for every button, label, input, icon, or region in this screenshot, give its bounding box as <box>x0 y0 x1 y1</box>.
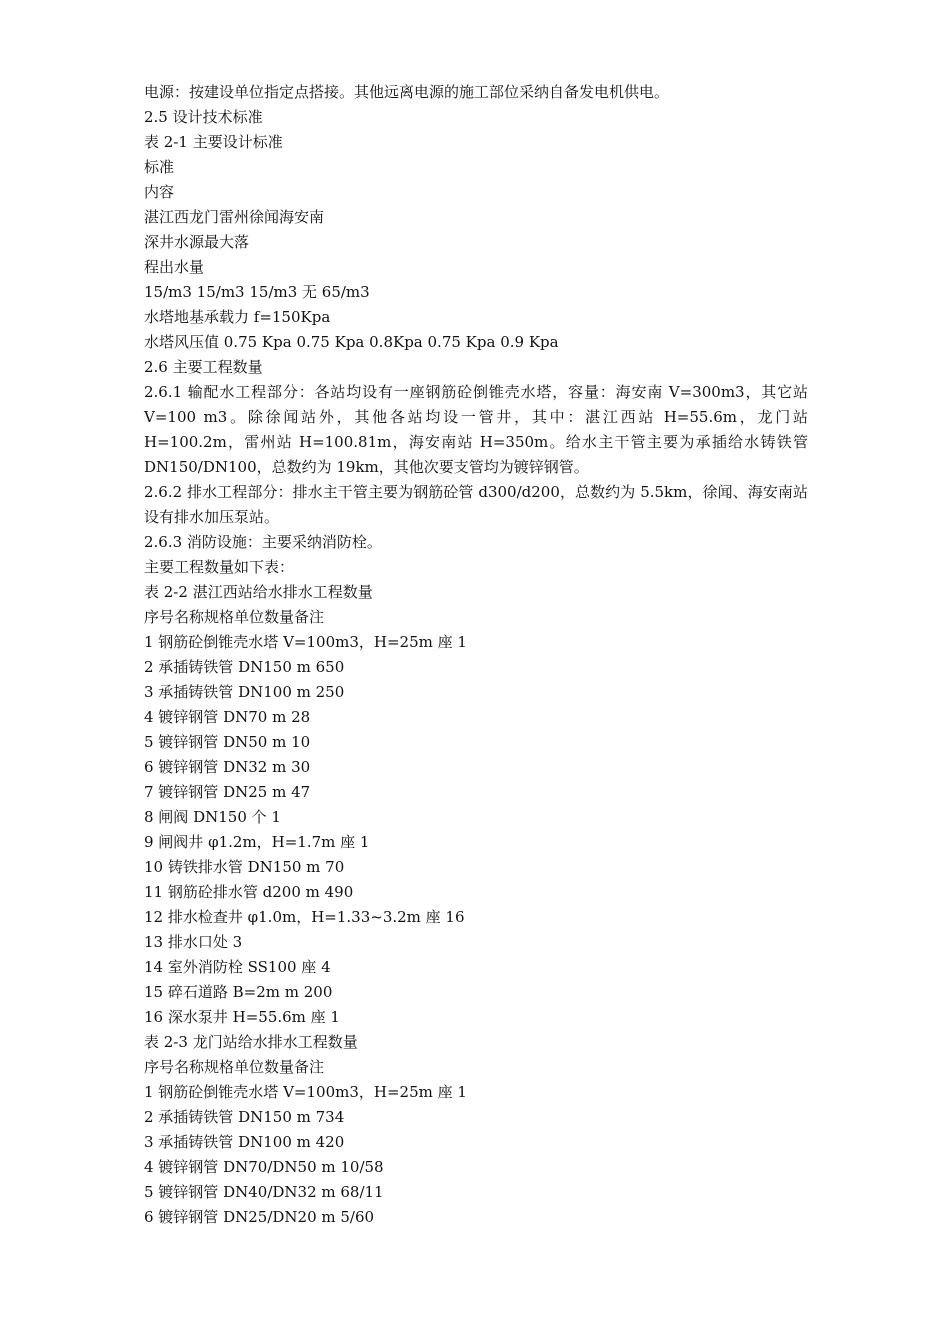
table-caption: 表 2-3 龙门站给水排水工程数量 <box>144 1033 358 1051</box>
table-row: 4 镀锌钢管 DN70 m 28 <box>144 708 311 726</box>
text-line: 深井水源最大落 <box>144 233 250 251</box>
text-line: 水塔地基承载力 f=150Kpa <box>144 308 331 326</box>
text-line: 15/m3 15/m3 15/m3 无 65/m3 <box>144 283 370 301</box>
table-row: 6 镀锌钢管 DN25/DN20 m 5/60 <box>144 1208 375 1226</box>
table-row: 14 室外消防栓 SS100 座 4 <box>144 958 331 976</box>
table-row: 2 承插铸铁管 DN150 m 734 <box>144 1108 345 1126</box>
section-heading: 2.5 设计技术标准 <box>144 108 263 126</box>
document-page <box>144 80 808 1230</box>
table-row: 5 镀锌钢管 DN40/DN32 m 68/11 <box>144 1183 384 1201</box>
table-row: 12 排水检查井 φ1.0m，H=1.33~3.2m 座 16 <box>144 908 465 926</box>
text-line: 湛江西龙门雷州徐闻海安南 <box>144 208 325 226</box>
table-row: 6 镀锌钢管 DN32 m 30 <box>144 758 311 776</box>
table-row: 7 镀锌钢管 DN25 m 47 <box>144 783 311 801</box>
table-row: 15 碎石道路 B=2m m 200 <box>144 983 333 1001</box>
table-row: 5 镀锌钢管 DN50 m 10 <box>144 733 311 751</box>
table-row: 3 承插铸铁管 DN100 m 420 <box>144 1133 345 1151</box>
table-row: 9 闸阀井 φ1.2m，H=1.7m 座 1 <box>144 833 370 851</box>
paragraph: 2.6.2 排水工程部分：排水主干管主要为钢筋砼管 d300/d200，总数约为 5.5km，徐闻、海安南站设有排水加压泵站。 <box>144 483 808 526</box>
table-row: 3 承插铸铁管 DN100 m 250 <box>144 683 345 701</box>
table-row: 4 镀锌钢管 DN70/DN50 m 10/58 <box>144 1158 384 1176</box>
table-caption: 表 2-2 湛江西站给水排水工程数量 <box>144 583 373 601</box>
text-line: 程出水量 <box>144 258 205 276</box>
table-row: 11 钢筋砼排水管 d200 m 490 <box>144 883 354 901</box>
table-row: 13 排水口处 3 <box>144 933 243 951</box>
text-line: 主要工程数量如下表： <box>144 558 295 576</box>
paragraph: 2.6.1 输配水工程部分：各站均设有一座钢筋砼倒锥壳水塔，容量：海安南 V=300m3，其它站 V=100 m3。除徐闻站外，其他各站均设一管井，其中：湛江西站 H=55.6m，龙门站 H=100.2m，雷州站 H=100.81m，海安南站 H=350m。给水主干管主要为承插给水铸铁管 DN150/DN100，总数约为 19km，其他次要支管均为镀锌钢管。 <box>144 383 808 476</box>
text-line: 2.6.3 消防设施：主要采纳消防栓。 <box>144 533 382 551</box>
text-line: 标准 <box>144 158 175 176</box>
table-row: 10 铸铁排水管 DN150 m 70 <box>144 858 345 876</box>
table-row: 1 钢筋砼倒锥壳水塔 V=100m3，H=25m 座 1 <box>144 633 467 651</box>
table-row: 1 钢筋砼倒锥壳水塔 V=100m3，H=25m 座 1 <box>144 1083 467 1101</box>
section-heading: 2.6 主要工程数量 <box>144 358 263 376</box>
table-caption: 表 2-1 主要设计标准 <box>144 133 283 151</box>
text-line: 电源：按建设单位指定点搭接。其他远离电源的施工部位采纳自备发电机供电。 <box>144 83 670 101</box>
text-line: 内容 <box>144 183 175 201</box>
table-header: 序号名称规格单位数量备注 <box>144 608 325 626</box>
table-row: 16 深水泵井 H=55.6m 座 1 <box>144 1008 340 1026</box>
table-header: 序号名称规格单位数量备注 <box>144 1058 325 1076</box>
table-row: 8 闸阀 DN150 个 1 <box>144 808 281 826</box>
text-line: 水塔风压值 0.75 Kpa 0.75 Kpa 0.8Kpa 0.75 Kpa 0.9 Kpa <box>144 333 559 351</box>
table-row: 2 承插铸铁管 DN150 m 650 <box>144 658 345 676</box>
